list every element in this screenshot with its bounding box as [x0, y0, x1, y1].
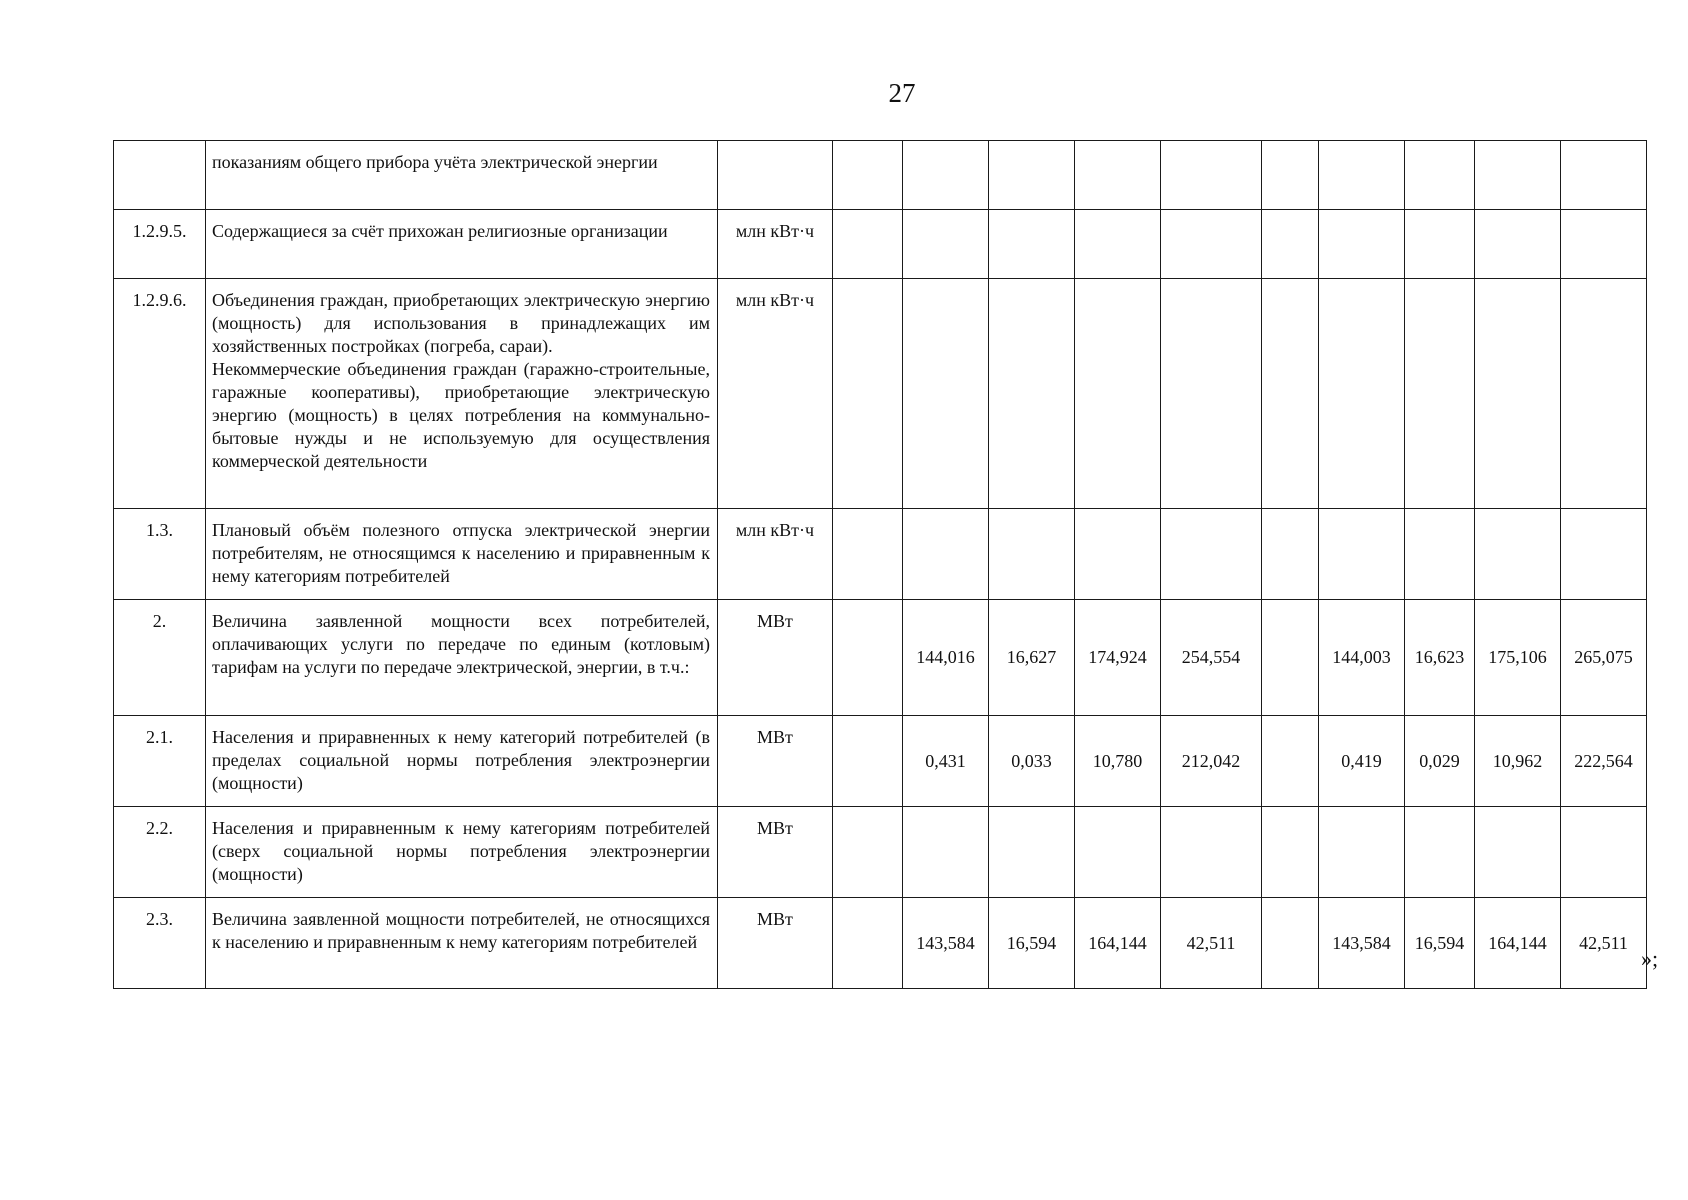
row-value-cell: 174,924: [1075, 600, 1161, 716]
row-value-cell: 0,419: [1319, 716, 1405, 807]
row-number-cell: 2.: [114, 600, 206, 716]
row-value-cell: [1262, 600, 1319, 716]
row-value-cell: [833, 509, 903, 600]
row-description-paragraph: Содержащиеся за счёт прихожан религиозные организации: [212, 221, 668, 241]
row-value-cell: 164,144: [1475, 898, 1561, 989]
row-value-cell: [1561, 279, 1647, 509]
row-value-cell: 175,106: [1475, 600, 1561, 716]
row-value-cell: 0,033: [989, 716, 1075, 807]
row-value-cell: [1075, 807, 1161, 898]
table-row: [114, 600, 1647, 716]
row-value-cell: [989, 141, 1075, 210]
row-value-cell: [833, 210, 903, 279]
row-value-cell: 16,627: [989, 600, 1075, 716]
row-unit-cell: МВт: [718, 716, 833, 807]
row-value-cell: [1405, 141, 1475, 210]
row-value-cell: [1075, 279, 1161, 509]
row-value-cell: [1075, 210, 1161, 279]
row-value-cell: [833, 279, 903, 509]
row-value-cell: 10,780: [1075, 716, 1161, 807]
row-value-cell: 144,003: [1319, 600, 1405, 716]
row-value-cell: [1319, 141, 1405, 210]
row-value-cell: [1262, 898, 1319, 989]
row-value-cell: [1075, 509, 1161, 600]
row-description-cell: [206, 141, 718, 210]
row-description-paragraph: Плановый объём полезного отпуска электрической энергии потребителям, не относящимся к населению и приравненным к нему категориям потребителей: [212, 520, 710, 586]
row-value-cell: 222,564: [1561, 716, 1647, 807]
row-value-cell: 16,594: [989, 898, 1075, 989]
row-value-cell: [1475, 509, 1561, 600]
row-value-cell: [1405, 509, 1475, 600]
row-description-paragraph: Населения и приравненным к нему категориям потребителей (сверх социальной нормы потребления электроэнергии (мощности): [212, 818, 710, 884]
row-value-cell: [1262, 716, 1319, 807]
row-description-paragraph: Некоммерческие объединения граждан (гаражно-строительные, гаражные кооперативы), приобретающие электрическую энергию (мощность) в целях потребления на коммунально-бытовые нужды и не используемую для осуществления коммерческой деятельности: [212, 359, 710, 471]
row-value-cell: [1161, 141, 1262, 210]
row-value-cell: [1262, 807, 1319, 898]
row-value-cell: [1161, 807, 1262, 898]
row-value-cell: [1319, 279, 1405, 509]
row-value-cell: [1561, 210, 1647, 279]
row-description-cell: [206, 600, 718, 716]
row-value-cell: [1475, 210, 1561, 279]
row-value-cell: 143,584: [1319, 898, 1405, 989]
row-value-cell: 10,962: [1475, 716, 1561, 807]
row-value-cell: [1319, 807, 1405, 898]
table-row: [114, 807, 1647, 898]
row-value-cell: 0,029: [1405, 716, 1475, 807]
row-value-cell: [1475, 279, 1561, 509]
row-description-paragraph: Величина заявленной мощности потребителей, не относящихся к населению и приравненным к нему категориям потребителей: [212, 909, 710, 952]
row-value-cell: [1475, 141, 1561, 210]
row-value-cell: 254,554: [1161, 600, 1262, 716]
row-unit-cell: [718, 141, 833, 210]
row-number-cell: [114, 141, 206, 210]
row-value-cell: [903, 807, 989, 898]
row-value-cell: [833, 807, 903, 898]
tariff-table: [113, 140, 1647, 989]
row-value-cell: [1561, 141, 1647, 210]
row-value-cell: [1161, 279, 1262, 509]
row-unit-cell: МВт: [718, 898, 833, 989]
row-value-cell: [1405, 807, 1475, 898]
row-value-cell: [903, 509, 989, 600]
row-value-cell: 42,511: [1561, 898, 1647, 989]
row-description-cell: [206, 509, 718, 600]
row-value-cell: [903, 210, 989, 279]
closing-quote-mark: »;: [1641, 946, 1659, 971]
row-value-cell: [989, 279, 1075, 509]
row-value-cell: [833, 600, 903, 716]
row-value-cell: 143,584: [903, 898, 989, 989]
row-value-cell: [903, 279, 989, 509]
row-value-cell: 16,594: [1405, 898, 1475, 989]
row-value-cell: [833, 141, 903, 210]
row-value-cell: [989, 509, 1075, 600]
row-description-cell: [206, 716, 718, 807]
row-value-cell: [1561, 807, 1647, 898]
row-unit-cell: МВт: [718, 600, 833, 716]
row-value-cell: 212,042: [1161, 716, 1262, 807]
row-value-cell: [1262, 279, 1319, 509]
row-value-cell: [1405, 210, 1475, 279]
row-value-cell: 144,016: [903, 600, 989, 716]
row-description-cell: [206, 807, 718, 898]
row-description-paragraph: Величина заявленной мощности всех потребителей, оплачивающих услуги по передаче по единым (котловым) тарифам на услуги по передаче электрической, энергии, в т.ч.:: [212, 611, 710, 677]
row-value-cell: [1561, 509, 1647, 600]
row-number-cell: 1.2.9.5.: [114, 210, 206, 279]
row-value-cell: [989, 210, 1075, 279]
row-value-cell: 42,511: [1161, 898, 1262, 989]
row-value-cell: [1319, 509, 1405, 600]
row-number-cell: 1.3.: [114, 509, 206, 600]
row-value-cell: 16,623: [1405, 600, 1475, 716]
row-value-cell: [1075, 141, 1161, 210]
row-value-cell: [1405, 279, 1475, 509]
row-unit-cell: млн кВт·ч: [718, 210, 833, 279]
row-description-cell: [206, 279, 718, 509]
table-row: [114, 279, 1647, 509]
table-row: [114, 898, 1647, 989]
row-value-cell: [1161, 210, 1262, 279]
row-value-cell: [1262, 210, 1319, 279]
row-unit-cell: млн кВт·ч: [718, 509, 833, 600]
table-row: [114, 210, 1647, 279]
row-value-cell: [833, 716, 903, 807]
row-value-cell: [1262, 509, 1319, 600]
row-unit-cell: млн кВт·ч: [718, 279, 833, 509]
table-row: [114, 716, 1647, 807]
row-description-paragraph: показаниям общего прибора учёта электрической энергии: [212, 152, 658, 172]
row-value-cell: [1475, 807, 1561, 898]
row-number-cell: 2.1.: [114, 716, 206, 807]
row-value-cell: 265,075: [1561, 600, 1647, 716]
row-value-cell: [833, 898, 903, 989]
row-number-cell: 1.2.9.6.: [114, 279, 206, 509]
row-description-cell: [206, 898, 718, 989]
row-description-paragraph: Населения и приравненных к нему категорий потребителей (в пределах социальной нормы потребления электроэнергии (мощности): [212, 727, 710, 793]
row-number-cell: 2.3.: [114, 898, 206, 989]
row-number-cell: 2.2.: [114, 807, 206, 898]
row-value-cell: 0,431: [903, 716, 989, 807]
row-unit-cell: МВт: [718, 807, 833, 898]
table-row: [114, 509, 1647, 600]
row-value-cell: [1161, 509, 1262, 600]
page-number: 27: [888, 78, 916, 108]
row-value-cell: [903, 141, 989, 210]
row-description-cell: [206, 210, 718, 279]
row-value-cell: 164,144: [1075, 898, 1161, 989]
row-value-cell: [989, 807, 1075, 898]
table-row: [114, 141, 1647, 210]
row-description-paragraph: Объединения граждан, приобретающих электрическую энергию (мощность) для использования в принадлежащих им хозяйственных постройках (погреба, сараи).: [212, 290, 710, 356]
row-value-cell: [1262, 141, 1319, 210]
row-value-cell: [1319, 210, 1405, 279]
